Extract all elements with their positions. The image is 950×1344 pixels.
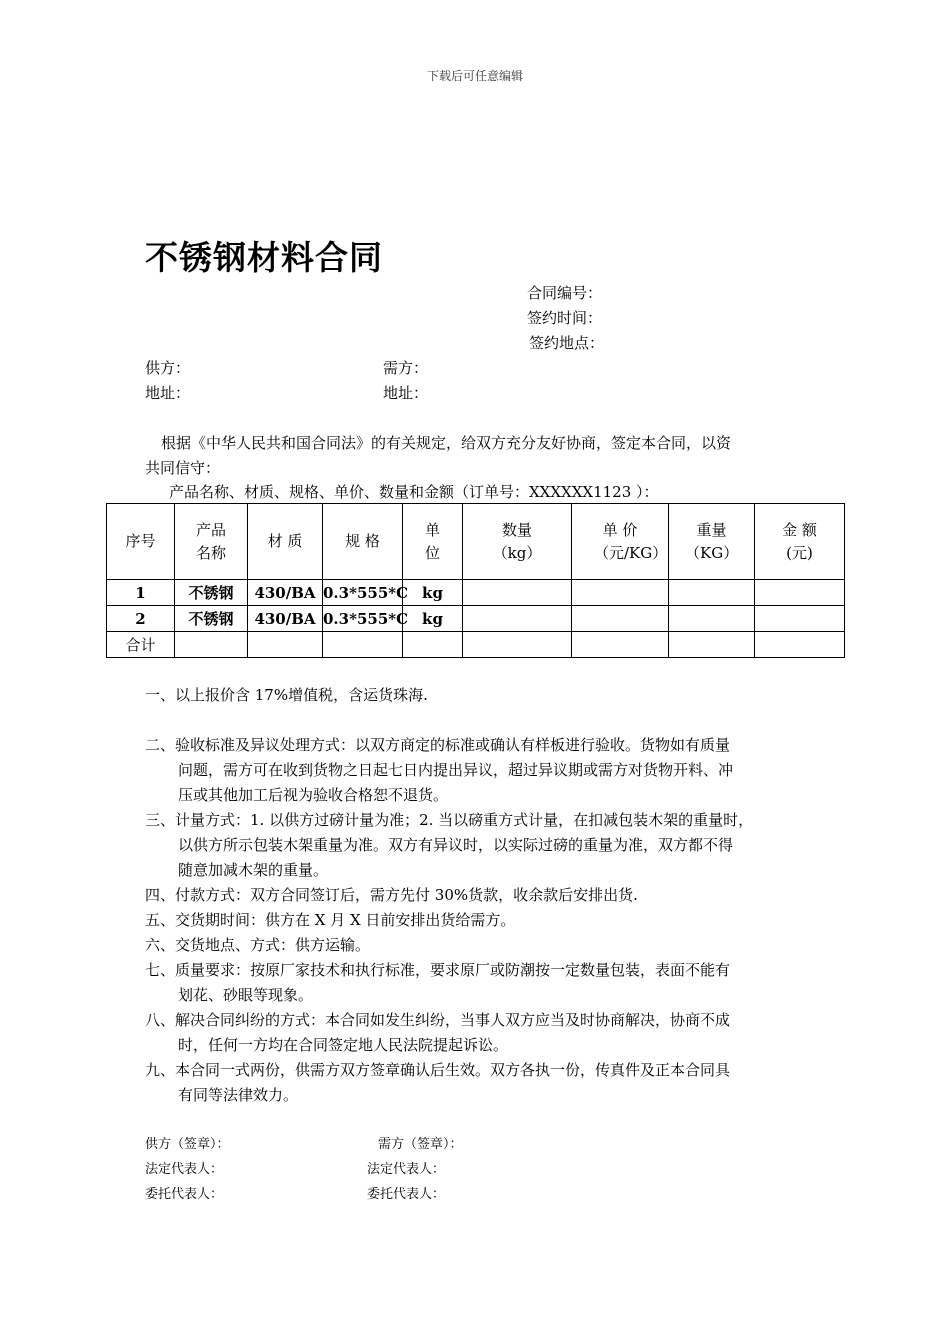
clause-3-line-3: 随意加减木架的重量。 [178, 861, 329, 879]
clause-4 [145, 883, 825, 908]
header-quantity: 数量（kg） [463, 504, 572, 580]
supplier-agent-label: 委托代表人： [145, 1187, 224, 1202]
cell-unit-price [572, 580, 669, 606]
cell-unit: kg [403, 606, 463, 632]
clause-5-text: 五、交货期时间：供方在 X 月 X 日前安排出货给需方。 [145, 911, 516, 929]
total-cell [323, 632, 403, 658]
clause-7-line-2: 划花、砂眼等现象。 [178, 986, 314, 1004]
sign-time-label: 签约时间： [527, 309, 603, 327]
total-cell [175, 632, 248, 658]
cell-unit-price [572, 606, 669, 632]
table-row [107, 580, 845, 606]
supplier-seal-label: 供方（签章）： [145, 1137, 230, 1152]
buyer-label: 需方： [383, 359, 429, 377]
header-material: 材 质 [248, 504, 323, 580]
total-cell [463, 632, 572, 658]
clause-9-line-2: 有同等法律效力。 [178, 1086, 299, 1104]
clause-8-line-1: 八、解决合同纠纷的方式：本合同如发生纠纷，当事人双方应当及时协商解决，协商不成 [145, 1011, 731, 1029]
clause-9-line-1: 九、本合同一式两份，供需方双方签章确认后生效。双方各执一份，传真件及正本合同具 [145, 1061, 731, 1079]
cell-quantity [463, 606, 572, 632]
clause-2-line-3: 压或其他加工后视为验收合格恕不退货。 [178, 786, 449, 804]
contract-number-label: 合同编号： [527, 284, 603, 302]
header-product-name: 产品名称 [175, 504, 248, 580]
header-unit-price: 单 价（元/KG） [572, 504, 669, 580]
supplier-address-label: 地址： [145, 384, 191, 402]
clause-3 [145, 808, 825, 883]
total-cell [248, 632, 323, 658]
table-header-row [107, 504, 845, 580]
cell-product: 不锈钢 [175, 606, 248, 632]
header-unit: 单位 [403, 504, 463, 580]
supplier-legal-rep-label: 法定代表人： [145, 1162, 224, 1177]
header-weight: 重量（KG） [669, 504, 755, 580]
total-cell [572, 632, 669, 658]
cell-unit: kg [403, 580, 463, 606]
total-cell [403, 632, 463, 658]
buyer-seal-label: 需方（签章）： [378, 1137, 463, 1152]
clause-6 [145, 933, 825, 958]
supplier-label: 供方： [145, 359, 191, 377]
buyer-address-label: 地址： [383, 384, 429, 402]
clause-8-line-2: 时，任何一方均在合同签定地人民法院提起诉讼。 [178, 1036, 509, 1054]
product-table [106, 503, 845, 658]
intro-line-1: 根据《中华人民共和国合同法》的有关规定，给双方充分友好协商，签定本合同，以资 [161, 434, 732, 452]
table-row [107, 606, 845, 632]
clause-8 [145, 1008, 825, 1058]
cell-amount [755, 580, 845, 606]
clause-2-line-2: 问题，需方可在收到货物之日起七日内提出异议，超过异议期或需方对货物开料、冲 [178, 761, 734, 779]
total-cell [669, 632, 755, 658]
clause-4-text: 四、付款方式：双方合同签订后，需方先付 30%货款，收余款后安排出货. [145, 886, 638, 904]
cell-index: 2 [107, 606, 175, 632]
clause-1 [145, 683, 825, 708]
cell-amount [755, 606, 845, 632]
cell-spec: 0.3*555*C [323, 606, 403, 632]
cell-weight [669, 606, 755, 632]
clause-2 [145, 733, 825, 808]
cell-quantity [463, 580, 572, 606]
cell-index: 1 [107, 580, 175, 606]
cell-material: 430/BA [248, 580, 323, 606]
clause-3-line-2: 以供方所示包装木架重量为准。双方有异议时，以实际过磅的重量为准，双方都不得 [178, 836, 734, 854]
buyer-legal-rep-label: 法定代表人： [367, 1162, 446, 1177]
sign-place-label: 签约地点： [529, 334, 605, 352]
header-spec: 规 格 [323, 504, 403, 580]
header-note: 下载后可任意编辑 [426, 69, 523, 83]
clause-2-line-1: 二、验收标准及异议处理方式：以双方商定的标准或确认有样板进行验收。货物如有质量 [145, 736, 731, 754]
cell-material: 430/BA [248, 606, 323, 632]
clause-1-text: 一、以上报价含 17%增值税，含运货珠海. [145, 686, 428, 704]
clause-7-line-1: 七、质量要求：按原厂家技术和执行标准，要求原厂或防潮按一定数量包装，表面不能有 [145, 961, 731, 979]
clause-5 [145, 908, 825, 933]
cell-spec: 0.3*555*C [323, 580, 403, 606]
total-label: 合计 [107, 632, 175, 658]
intro-line-2: 共同信守： [145, 459, 221, 477]
buyer-agent-label: 委托代表人： [367, 1187, 446, 1202]
clause-3-line-1: 三、计量方式：1. 以供方过磅计量为准；2. 当以磅重方式计量，在扣减包装木架的重量时， [145, 811, 754, 829]
clause-7 [145, 958, 825, 1008]
table-total-row [107, 632, 845, 658]
header-index: 序号 [107, 504, 175, 580]
clause-9 [145, 1058, 825, 1108]
document-title: 不锈钢材料合同 [145, 238, 383, 277]
total-cell [755, 632, 845, 658]
cell-weight [669, 580, 755, 606]
header-amount: 金 额(元) [755, 504, 845, 580]
clause-6-text: 六、交货地点、方式：供方运输。 [145, 936, 371, 954]
cell-product: 不锈钢 [175, 580, 248, 606]
intro-line-3: 产品名称、材质、规格、单价、数量和金额（订单号：XXXXXX1123 ）： [169, 483, 659, 501]
